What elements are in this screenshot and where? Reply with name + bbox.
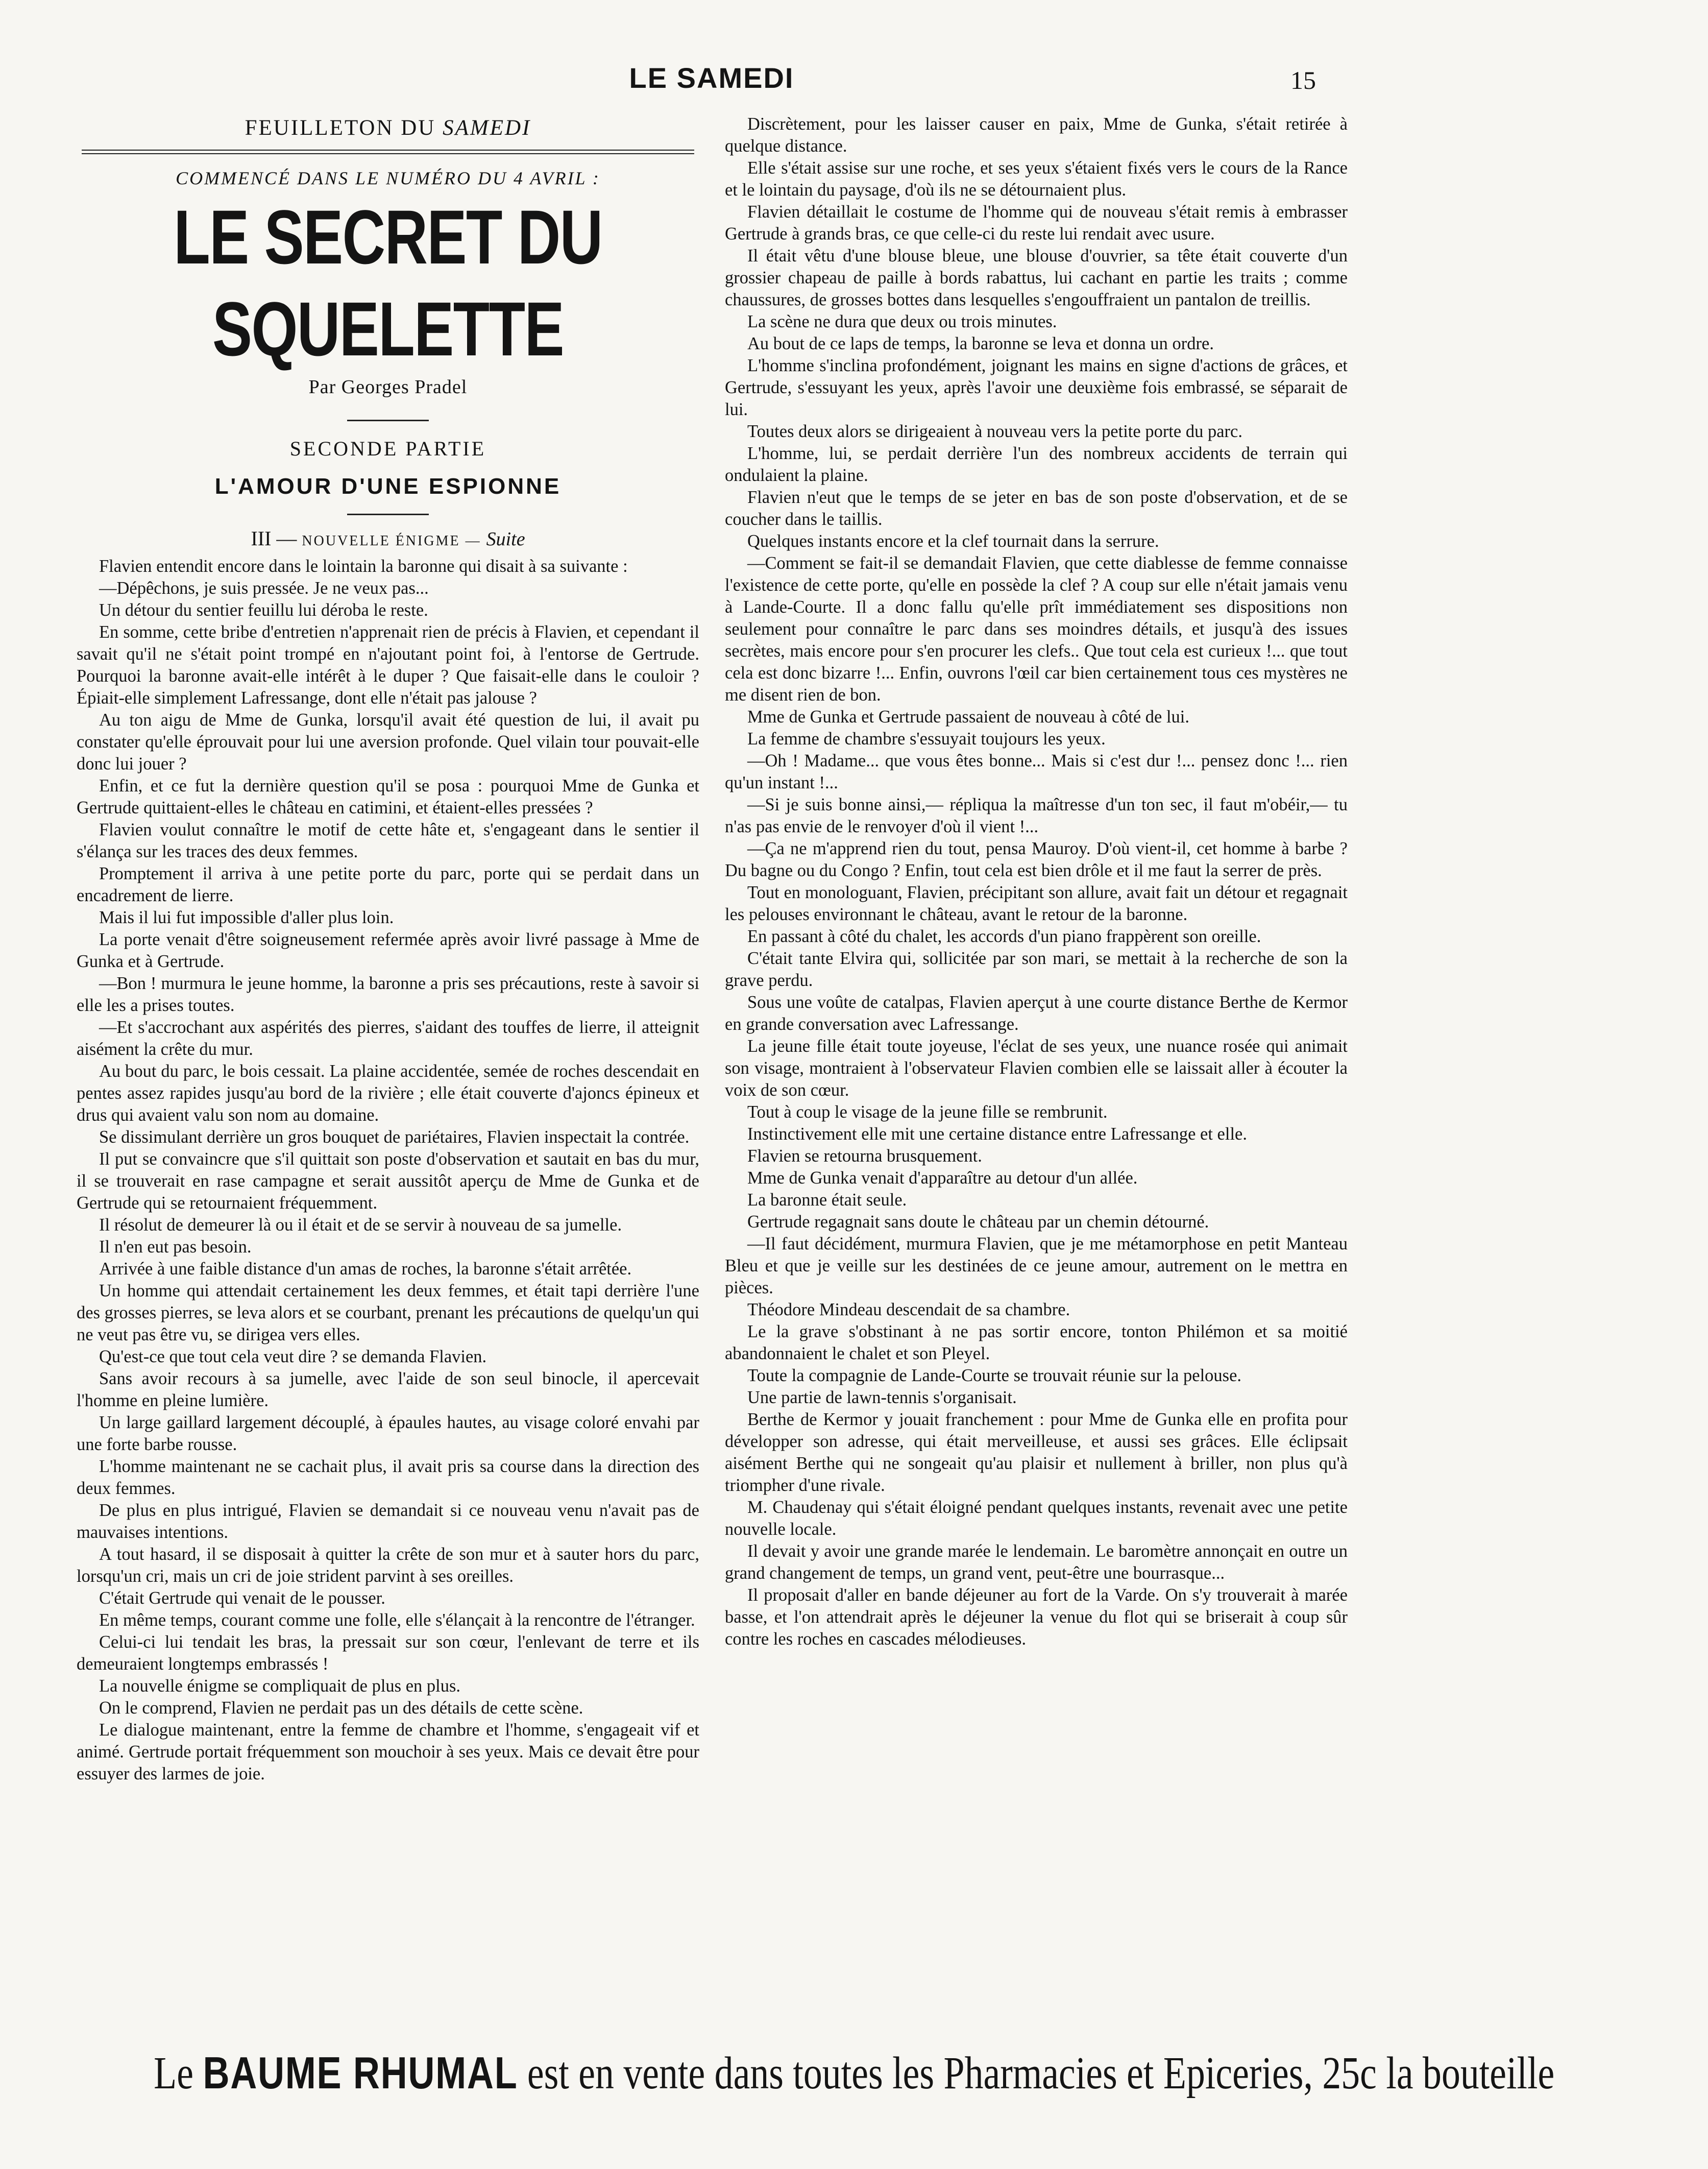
paragraph: Berthe de Kermor y jouait franchement : pour Mme de Gunka elle en profita pour développer son adresse, qui était merveilleuse, et aussi ses grâces. Elle éclipsait aisément Berthe qui ne songeait qu'au plaisir et nullement à briller, non plus qu'à triompher d'une rivale. — [725, 1410, 1348, 1495]
paragraph: —Si je suis bonne ainsi,— répliqua la maîtresse d'un ton sec, il faut m'obéir,— tu n'as pas envie de le renvoyer d'où il vient !... — [725, 795, 1348, 836]
paragraph: Un détour du sentier feuillu lui déroba le reste. — [99, 600, 428, 620]
page-number: 15 — [1290, 66, 1316, 94]
paragraph: Un large gaillard largement découplé, à épaules hautes, au visage coloré envahi par une forte barbe rousse. — [77, 1413, 699, 1454]
paragraph: L'homme s'inclina profondément, joignant les mains en signe d'actions de grâces, et Gertrude, s'essuyant les yeux, après l'avoir une deuxième fois embrassé, se séparait de lui. — [725, 356, 1348, 419]
paragraph: Tout en monologuant, Flavien, précipitant son allure, avait fait un détour et regagnait les pelouses environnant le château, avant le retour de la baronne. — [725, 883, 1348, 924]
paragraph: L'homme maintenant ne se cachait plus, il avait pris sa course dans la direction des deux femmes. — [77, 1457, 699, 1498]
story-title: LE SECRET DU SQUELETTE — [174, 194, 602, 372]
paragraph: Sans avoir recours à sa jumelle, avec l'aide de son seul binocle, il apercevait l'homme en pleine lumière. — [77, 1369, 699, 1410]
paragraph: —Bon ! murmura le jeune homme, la baronne a pris ses précautions, reste à savoir si elle les a prises toutes. — [77, 974, 699, 1015]
paragraph: —Et s'accrochant aux aspérités des pierres, s'aidant des touffes de lierre, il atteignit aisément la crête du mur. — [77, 1018, 699, 1059]
section-rule-2 — [347, 514, 429, 515]
paragraph: En passant à côté du chalet, les accords d'un piano frappèrent son oreille. — [747, 927, 1261, 946]
part-subtitle: L'AMOUR D'UNE ESPIONNE — [214, 474, 562, 499]
chapter-suite: Suite — [486, 528, 525, 550]
paragraph: Tout à coup le visage de la jeune fille se rembrunit. — [747, 1102, 1108, 1122]
paragraph: Promptement il arriva à une petite porte du parc, porte qui se perdait dans un encadrement de lierre. — [77, 864, 699, 905]
left-column — [77, 113, 699, 2018]
part-heading: SECONDE PARTIE — [289, 437, 486, 460]
paragraph: Théodore Mindeau descendait de sa chambre. — [747, 1300, 1070, 1319]
paragraph: La porte venait d'être soigneusement refermée après avoir livré passage à Mme de Gunka et à Gertrude. — [77, 930, 699, 971]
feuilleton-label — [77, 115, 699, 140]
chapter-number: III — — [251, 527, 302, 550]
paragraph: C'était Gertrude qui venait de le pousser. — [99, 1588, 385, 1608]
paragraph: Il proposait d'aller en bande déjeuner au fort de la Varde. On s'y trouverait à marée basse, et l'on attendrait après le déjeuner la venue du flot qui se briserait à coup sûr contre les roches en cascades mélodieuses. — [725, 1585, 1348, 1649]
paragraph: La femme de chambre s'essuyait toujours les yeux. — [747, 729, 1106, 749]
story-author: Par Georges Pradel — [308, 376, 468, 398]
paragraph: —Ça ne m'apprend rien du tout, pensa Mauroy. D'où vient-il, cet homme à barbe ? Du bagne ou du Congo ? Enfin, tout cela est bien drôle et il me faut la serrer de près. — [725, 839, 1348, 880]
paragraph: L'homme, lui, se perdait derrière l'un des nombreux accidents de terrain qui ondulaient la plaine. — [725, 444, 1348, 485]
paragraph: Le la grave s'obstinant à ne pas sortir encore, tonton Philémon et sa moitié abandonnaient le chalet et son Pleyel. — [725, 1322, 1348, 1363]
paragraph: Mme de Gunka venait d'apparaître au detour d'un allée. — [747, 1168, 1138, 1188]
paragraph: La scène ne dura que deux ou trois minutes. — [747, 312, 1057, 331]
paragraph: Celui-ci lui tendait les bras, la pressait sur son cœur, l'enlevant de terre et ils demeuraient longtemps embrassés ! — [77, 1632, 699, 1674]
paragraph: On le comprend, Flavien ne perdait pas un des détails de cette scène. — [99, 1698, 583, 1718]
paragraph: Il résolut de demeurer là ou il était et de se servir à nouveau de sa jumelle. — [99, 1215, 622, 1235]
paragraph: Enfin, et ce fut la dernière question qu'il se posa : pourquoi Mme de Gunka et Gertrude quittaient-elles le château en catimini, et étaient-elles pressées ? — [77, 776, 699, 817]
page-header — [0, 61, 1423, 107]
commence-note: COMMENCÉ DANS LE NUMÉRO DU 4 AVRIL : — [176, 168, 600, 188]
right-column — [725, 113, 1348, 2018]
running-title: LE SAMEDI — [629, 62, 794, 94]
paragraph: A tout hasard, il se disposait à quitter la crête de son mur et à sauter hors du parc, lorsqu'un cri, mais un cri de joie strident parvint à ses oreilles. — [77, 1545, 699, 1586]
paragraph: Sous une voûte de catalpas, Flavien aperçut à une courte distance Berthe de Kermor en grande conversation avec Lafressange. — [725, 993, 1348, 1034]
paragraph: Mais il lui fut impossible d'aller plus loin. — [99, 908, 394, 927]
paragraph: La jeune fille était toute joyeuse, l'éclat de ses yeux, une nuance rosée qui animait son visage, montraient à l'observateur Flavien combien elle se laissait aller à écouter la voix de son cœur. — [725, 1037, 1348, 1100]
paragraph: Mme de Gunka et Gertrude passaient de nouveau à côté de lui. — [747, 707, 1190, 727]
paragraph: Il devait y avoir une grande marée le lendemain. Le baromètre annonçait en outre un grand changement de temps, un grand vent, peut-être une bourrasque... — [725, 1541, 1348, 1583]
paragraph: Se dissimulant derrière un gros bouquet de pariétaires, Flavien inspectait la contrée. — [99, 1127, 690, 1147]
paragraph: Il était vêtu d'une blouse bleue, une blouse d'ouvrier, sa tête était couverte d'un grossier chapeau de paille à bords rabattus, lui cachant en partie les traits ; comme chaussures, de grosses bottes dans lesquelles s'engouffraient un pantalon de treillis. — [725, 246, 1348, 309]
paragraph: Flavien entendit encore dans le lointain la baronne qui disait à sa suivante : — [99, 557, 628, 576]
paragraph: —Oh ! Madame... que vous êtes bonne... Mais si c'est dur !... pensez donc !... rien qu'un instant !... — [725, 751, 1348, 792]
footer-advertisement — [0, 2045, 1555, 2102]
paragraph: Flavien voulut connaître le motif de cette hâte et, s'engageant dans le sentier il s'élança sur les traces des deux femmes. — [77, 820, 699, 861]
paragraph: En somme, cette bribe d'entretien n'apprenait rien de précis à Flavien, et cependant il savait qu'il ne s'était point trompé en n'ajoutant point foi, à l'entorse de Gertrude. Pourquoi la baronne avait-elle intérêt à le duper ? Que faisait-elle dans le couloir ? Épiait-elle simplement Lafressange, dont elle n'était pas jalouse ? — [77, 622, 699, 708]
paragraph: La baronne était seule. — [747, 1190, 907, 1210]
paragraph: En même temps, courant comme une folle, elle s'élançait à la rencontre de l'étranger. — [99, 1610, 695, 1630]
feuilleton-label-italic: SAMEDI — [443, 116, 531, 140]
paragraph: —Il faut décidément, murmura Flavien, que je me métamorphose en petit Manteau Bleu et que je veille sur les destinées de ce jeune amour, autrement on le mettra en pièces. — [725, 1234, 1348, 1297]
paragraph: De plus en plus intrigué, Flavien se demandait si ce nouveau venu n'avait pas de mauvaises intentions. — [77, 1501, 699, 1542]
paragraph: Toute la compagnie de Lande-Courte se trouvait réunie sur la pelouse. — [747, 1366, 1242, 1385]
paragraph: Elle s'était assise sur une roche, et ses yeux s'étaient fixés vers le cours de la Rance et le lointain du paysage, d'où ils ne se détournaient plus. — [725, 158, 1348, 200]
paragraph: Un homme qui attendait certainement les deux femmes, et était tapi derrière l'une des grosses pierres, se leva alors et se courbant, prenant les précautions de quelqu'un qui ne veut pas être vu, se dirigea vers elles. — [77, 1281, 699, 1344]
paragraph: Au bout du parc, le bois cessait. La plaine accidentée, semée de roches descendait en pentes assez rapides jusqu'au bord de la rivière ; elle était couverte d'ajoncs épineux et drus qui avaient valu son nom au domaine. — [77, 1062, 699, 1125]
paragraph: Il n'en eut pas besoin. — [99, 1237, 252, 1257]
paragraph: M. Chaudenay qui s'était éloigné pendant quelques instants, revenait avec une petite nouvelle locale. — [725, 1498, 1348, 1539]
paragraph: Flavien n'eut que le temps de se jeter en bas de son poste d'observation, et de se coucher dans le taillis. — [725, 488, 1348, 529]
paragraph: Quelques instants encore et la clef tournait dans la serrure. — [747, 532, 1159, 551]
paragraph: Flavien se retourna brusquement. — [747, 1146, 982, 1166]
paragraph: C'était tante Elvira qui, sollicitée par son mari, se mettait à la recherche de son la grave perdu. — [725, 949, 1348, 990]
paragraph: Instinctivement elle mit une certaine distance entre Lafressange et elle. — [747, 1124, 1247, 1144]
paragraph: Qu'est-ce que tout cela veut dire ? se demanda Flavien. — [99, 1347, 487, 1366]
feuilleton-label-prefix: FEUILLETON DU — [245, 116, 443, 140]
paragraph: Gertrude regagnait sans doute le château par un chemin détourné. — [747, 1212, 1209, 1232]
section-rule — [347, 420, 429, 421]
paragraph: —Dépêchons, je suis pressée. Je ne veux pas... — [99, 579, 429, 598]
paragraph: Une partie de lawn-tennis s'organisait. — [747, 1388, 1017, 1407]
chapter-heading — [77, 526, 699, 550]
paragraph: Arrivée à une faible distance d'un amas de roches, la baronne s'était arrêtée. — [99, 1259, 632, 1279]
paragraph: La nouvelle énigme se compliquait de plus en plus. — [99, 1676, 461, 1696]
paragraph: Au ton aigu de Mme de Gunka, lorsqu'il avait été question de lui, il avait pu constater qu'elle éprouvait pour lui une aversion profonde. Quel vilain tour pouvait-elle donc lui jouer ? — [77, 710, 699, 774]
paragraph: Le dialogue maintenant, entre la femme de chambre et l'homme, s'engageait vif et animé. Gertrude portait fréquemment son mouchoir à ses yeux. Mais ce devait être pour essuyer des larmes de joie. — [77, 1720, 699, 1784]
paragraph: Flavien détaillait le costume de l'homme qui de nouveau s'était remis à embrasser Gertrude à grands bras, ce que celle-ci du reste lui rendait avec usure. — [725, 202, 1348, 244]
paragraph: —Comment se fait-il se demandait Flavien, que cette diablesse de femme connaisse l'existence de cette porte, qu'elle en possède la clef ? A coup sur elle n'était jamais venu à Lande-Courte. Il a donc fallu qu'elle prît immédiatement ses dispositions non seulement pour connaître le parc dans ses moindres détails, et jusqu'à des issues secrètes, mais encore pour s'en procurer les clefs.. Que tout cela est curieux !... que tout cela est donc bizarre !... Enfin, ouvrons l'œil car bien certainement tous ces mystères ne me disent rien de bon. — [725, 553, 1348, 705]
text-columns — [77, 113, 1348, 2018]
footer-ad-line — [154, 2045, 1554, 2102]
footer-ad-brand: BAUME RHUMAL — [203, 2047, 518, 2098]
paragraph: Toutes deux alors se dirigeaient à nouveau vers la petite porte du parc. — [747, 422, 1242, 441]
footer-ad-suffix: est en vente dans toutes les Pharmacies et Epiceries, 25c la bouteille — [518, 2048, 1555, 2099]
chapter-label: NOUVELLE ÉNIGME — — [302, 533, 486, 549]
paragraph: Il put se convaincre que s'il quittait son poste d'observation et sautait en bas du mur, il se trouverait en rase campagne et serait aussitôt aperçu de Mme de Gunka et de Gertrude qui se retournaient fréquemment. — [77, 1149, 699, 1213]
double-rule — [82, 150, 694, 154]
footer-ad-prefix: Le — [154, 2048, 203, 2099]
paragraph: Discrètement, pour les laisser causer en paix, Mme de Gunka, s'était retirée à quelque distance. — [725, 114, 1348, 156]
paragraph: Au bout de ce laps de temps, la baronne se leva et donna un ordre. — [747, 334, 1214, 353]
